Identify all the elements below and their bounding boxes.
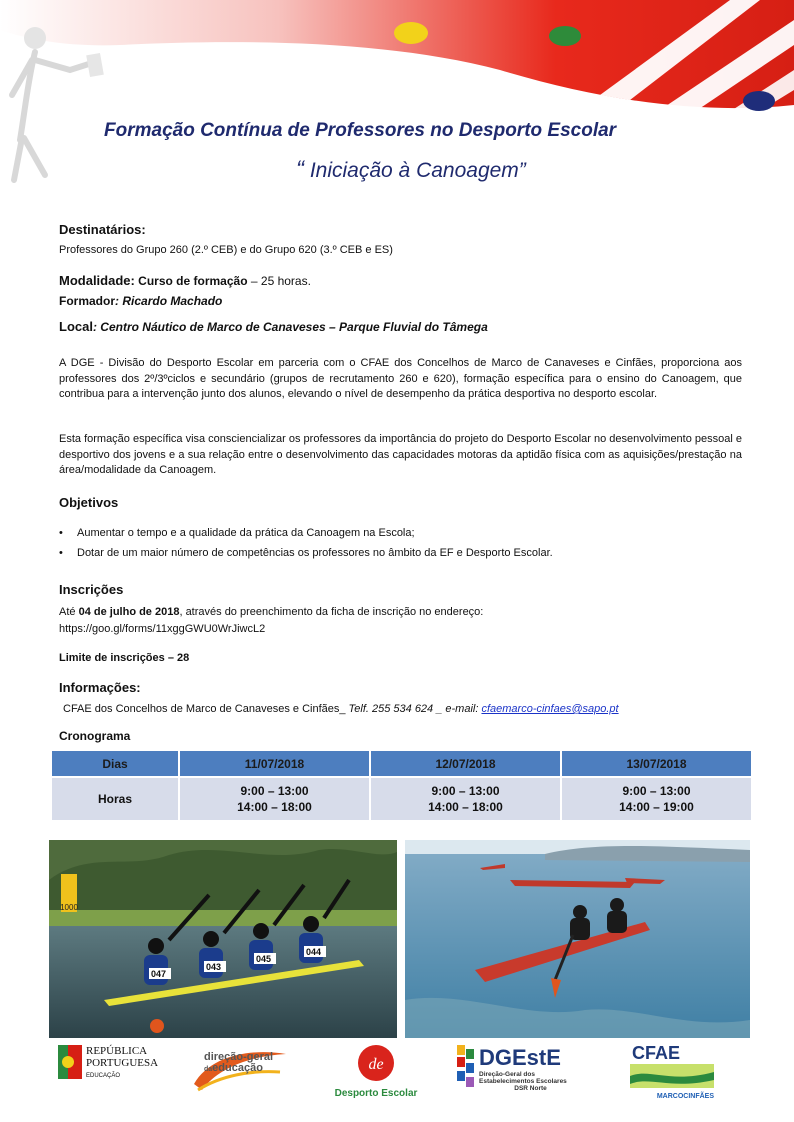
logo-text: Desporto Escolar: [334, 1088, 418, 1099]
logo-sub: EDUCAÇÃO: [86, 1073, 121, 1079]
destinatarios-text: Professores do Grupo 260 (2.º CEB) e do Grupo 620 (3.º CEB e ES): [59, 244, 393, 256]
time-slot: 14:00 – 19:00: [619, 800, 694, 814]
time-slot: 9:00 – 13:00: [431, 784, 500, 798]
purpose-paragraph: Esta formação específica visa consciencializar os professores da importância do projeto do Desporto Escolar no desenvolvimento pessoal e desportivo dos jovens e a sua relação entre o desenvolvimento das capacidades motoras da aptidão física com as aquisições/prestação na área/modalidade da Canoagem.: [59, 433, 742, 476]
open-quote: “: [296, 156, 304, 183]
inscricoes-label: Inscrições: [59, 582, 124, 597]
republica-portuguesa-logo: [58, 1045, 168, 1095]
separator: _: [339, 703, 346, 715]
objetivo-item: [59, 527, 415, 539]
kayak-race-photo: [49, 840, 397, 1038]
table-cell: [179, 777, 370, 821]
modalidade-value: Curso de formação: [134, 274, 248, 288]
informacoes-text: [63, 703, 619, 715]
logo-text: [204, 1052, 273, 1075]
flag-icon: [58, 1045, 82, 1079]
logo-line: REPÚBLICA: [86, 1045, 148, 1057]
table-cell: [370, 777, 561, 821]
table-header-cell: Dias: [51, 750, 179, 777]
bib-number: 043: [206, 962, 222, 972]
subtitle-text: Iniciação à Canoagem”: [304, 159, 526, 182]
objetivo-text: Aumentar o tempo e a qualidade da prática da Canoagem na Escola;: [77, 527, 415, 539]
limit-text: Limite de inscrições – 28: [59, 652, 190, 664]
table-row: [51, 777, 752, 821]
logo-line: educação: [212, 1062, 263, 1074]
formador-label: Formador: [59, 294, 116, 308]
time-slot: 9:00 – 13:00: [240, 784, 309, 798]
yellow-dot: [394, 22, 428, 44]
dgeste-logo: [457, 1045, 587, 1099]
figure-icon: [12, 27, 104, 180]
waves-icon: [630, 1064, 714, 1088]
bib-number: 044: [306, 947, 322, 957]
logo-text: DGEstE: [479, 1045, 561, 1070]
bib-number: 047: [151, 969, 167, 979]
modalidade-hours: – 25 horas.: [247, 274, 311, 288]
bullet-icon: •: [59, 547, 63, 559]
destinatarios-label: Destinatários:: [59, 222, 146, 237]
cronograma-label: Cronograma: [59, 729, 131, 743]
formador-value: : Ricardo Machado: [115, 294, 223, 308]
time-slot: 14:00 – 18:00: [237, 800, 312, 814]
green-dot: [549, 26, 581, 46]
inscricoes-suffix: , através do preenchimento da ficha de inscrição no endereço:: [179, 606, 484, 618]
time-slot: 14:00 – 18:00: [428, 800, 503, 814]
intro-paragraph: A DGE - Divisão do Desporto Escolar em parceria com o CFAE dos Concelhos de Marco de Canaveses e Cinfães, proporciona aos professores dos 2º/3ºciclos e secundário (grupos de recrutamento 260 e 620), formação específica para o ensino do Canoagem, que contribua para a intervenção junto dos alunos, elevando o nível de desempenho da prática desportiva no desporto escolar.: [59, 357, 742, 400]
cfae-logo: [630, 1043, 740, 1099]
schedule-table: [50, 749, 753, 822]
table-cell: Horas: [51, 777, 179, 821]
modalidade-label: Modalidade:: [59, 273, 135, 288]
logo-text: CFAE: [632, 1043, 681, 1063]
logo-line: DSR Norte: [514, 1085, 547, 1092]
bib-number: 045: [256, 954, 272, 964]
blocks-icon: [457, 1045, 475, 1095]
form-url[interactable]: https://goo.gl/forms/11xggGWU0WrJiwcL2: [59, 623, 266, 635]
logo-line: direção-geral: [204, 1051, 274, 1063]
svg-text:de: de: [368, 1056, 384, 1073]
distance-marker: 1000: [60, 903, 78, 912]
de-emblem-icon: [326, 1043, 426, 1083]
logo-line: Estabelecimentos Escolares: [479, 1078, 567, 1085]
page-subtitle: [296, 156, 526, 184]
bullet-icon: •: [59, 527, 63, 539]
objetivo-item: [59, 547, 553, 559]
page-title: Formação Contínua de Professores no Desporto Escolar: [104, 120, 617, 141]
time-slot: 9:00 – 13:00: [622, 784, 691, 798]
informacoes-label: Informações:: [59, 680, 141, 695]
modalidade-line: [59, 273, 311, 288]
table-header-cell: 13/07/2018: [561, 750, 752, 777]
inscricoes-date: 04 de julho de 2018: [78, 606, 180, 618]
table-header-row: [51, 750, 752, 777]
logo-sub: MARCOCINFÃES: [656, 1093, 714, 1100]
dge-logo: [190, 1046, 290, 1094]
inscricoes-prefix: Até: [59, 606, 79, 618]
formador-line: [59, 294, 222, 308]
desporto-escolar-logo: [326, 1043, 426, 1099]
local-value: : Centro Náutico de Marco de Canaveses – Parque Fluvial do Tâmega: [92, 320, 488, 334]
email-link[interactable]: cfaemarco-cinfaes@sapo.pt: [481, 703, 619, 715]
table-cell: [561, 777, 752, 821]
table-header-cell: 12/07/2018: [370, 750, 561, 777]
kayak-lake-photo: [405, 840, 750, 1038]
table-header-cell: 11/07/2018: [179, 750, 370, 777]
cfae-name: CFAE dos Concelhos de Marco de Canaveses e Cinfães: [63, 703, 340, 715]
phone-text: Telf. 255 534 624 _ e-mail:: [345, 703, 482, 715]
logo-line: da: [204, 1066, 213, 1073]
logo-line: Direção-Geral dos: [479, 1071, 535, 1078]
inscricoes-text: [59, 606, 483, 618]
objetivos-label: Objetivos: [59, 495, 119, 510]
blue-dot: [743, 91, 775, 111]
logo-text: [86, 1045, 158, 1069]
local-label: Local: [59, 319, 93, 334]
logo-sub: [479, 1071, 567, 1092]
objetivo-text: Dotar de um maior número de competências os professores no âmbito da EF e Desporto Escolar.: [77, 547, 553, 559]
logo-line: PORTUGUESA: [86, 1057, 159, 1069]
local-line: [59, 319, 488, 334]
